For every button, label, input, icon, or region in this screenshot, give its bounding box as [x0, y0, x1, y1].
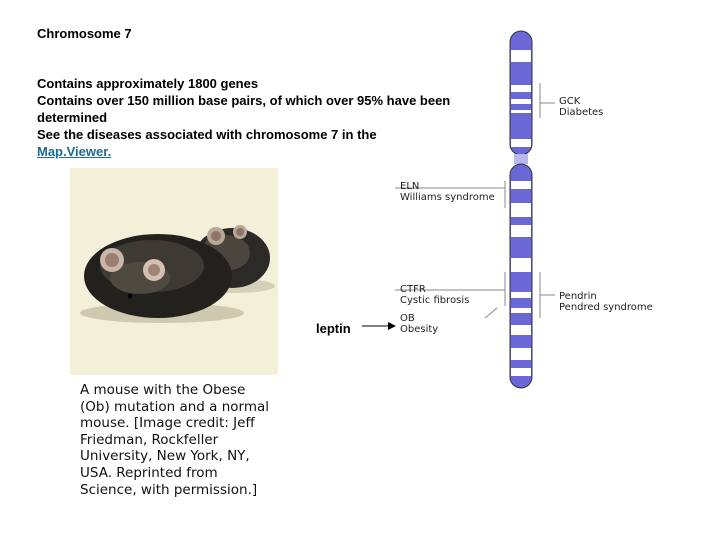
gene-label-eln [400, 181, 495, 203]
gene-symbol: GCK [559, 96, 581, 107]
slide-title: Chromosome 7 [37, 26, 132, 41]
gene-label-ob [400, 313, 438, 335]
gene-label-pendrin [559, 291, 653, 313]
info-line-base-pairs: Contains over 150 million base pairs, of which over 95% have been determined [37, 93, 451, 125]
gene-disease: Cystic fibrosis [400, 295, 470, 306]
gene-label-gck [559, 96, 603, 118]
gene-symbol: ELN [400, 181, 420, 192]
map-viewer-link[interactable]: Map.Viewer. [37, 144, 112, 159]
info-line-map-viewer: See the diseases associated with chromosome 7 in the [37, 127, 377, 142]
arrow-icon [388, 322, 396, 330]
gene-symbol: OB [400, 313, 415, 324]
gene-disease: Williams syndrome [400, 192, 495, 203]
info-line-genes: Contains approximately 1800 genes [37, 76, 259, 91]
gene-label-ctfr [400, 284, 469, 306]
photo-caption: A mouse with the Obese (Ob) mutation and a normal mouse. [Image credit: Jeff Friedman, Rockfeller University, New York, NY, USA. Reprinted from Science, with permission.] [80, 382, 269, 498]
leptin-label: leptin [316, 321, 351, 336]
gene-disease: Diabetes [559, 107, 604, 118]
gene-disease: Obesity [400, 324, 439, 335]
gene-symbol: Pendrin [559, 291, 597, 302]
gene-symbol: CTFR [400, 284, 426, 295]
gene-disease: Pendred syndrome [559, 302, 653, 313]
